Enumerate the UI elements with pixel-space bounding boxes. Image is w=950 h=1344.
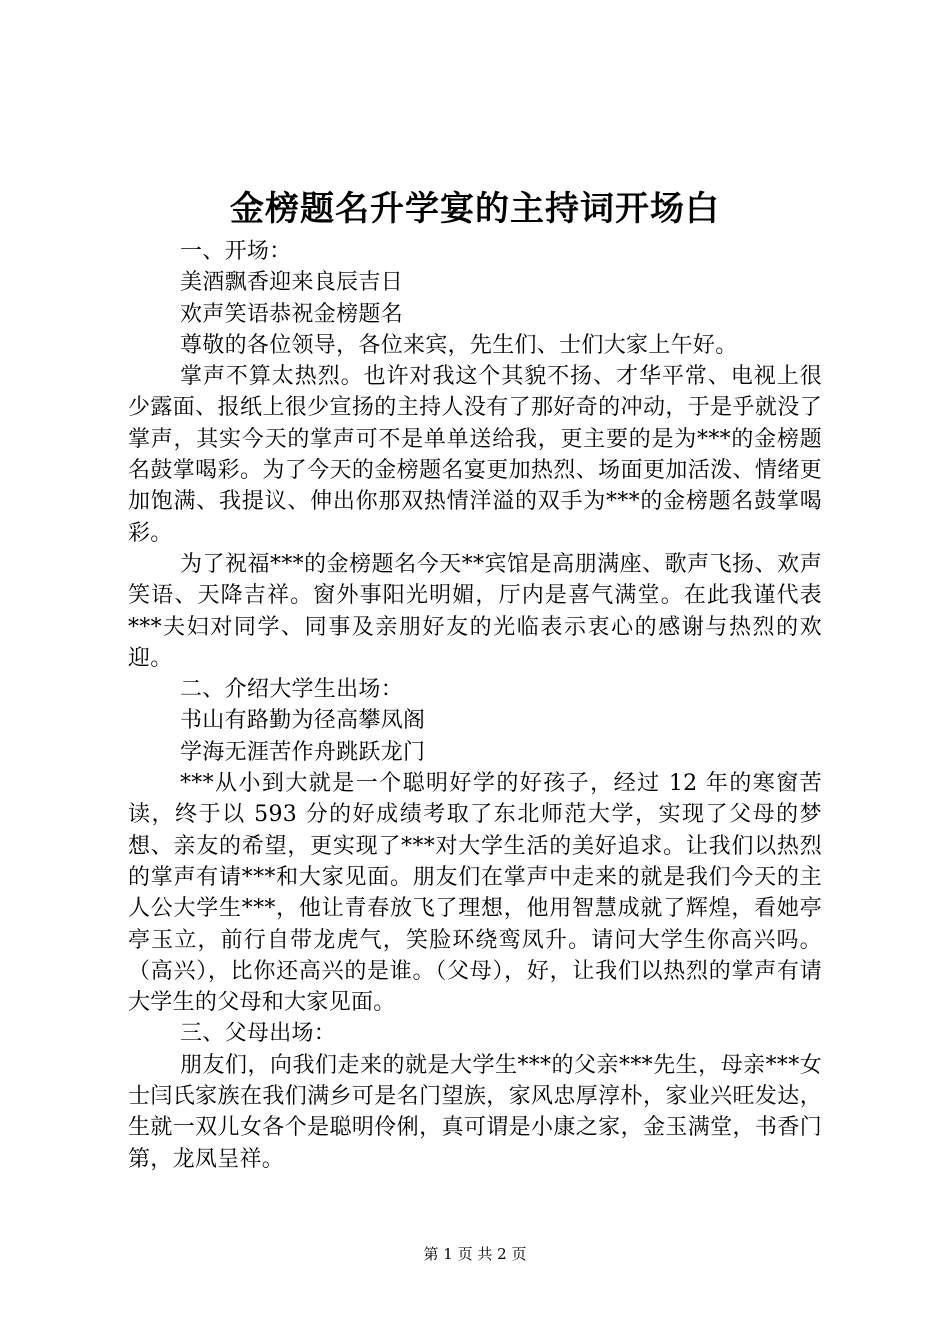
paragraph-section-3-heading: 三、父母出场： — [180, 1021, 337, 1047]
document-title: 金榜题名升学宴的主持词开场白 — [230, 189, 720, 229]
page-footer: 第 1 页 共 2 页 — [423, 1245, 527, 1263]
paragraph-couplet-1a: 美酒飘香迎来良辰吉日 — [180, 270, 404, 296]
paragraph-couplet-2b: 学海无涯苦作舟跳跃龙门 — [180, 739, 426, 765]
paragraph-couplet-2a: 书山有路勤为径高攀凤阁 — [180, 708, 426, 734]
paragraph-couplet-1b: 欢声笑语恭祝金榜题名 — [180, 301, 404, 327]
paragraph-applause: 掌声不算太热烈。也许对我这个其貌不扬、才华平常、电视上很少露面、报纸上很少宣扬的主持人没有了那好奇的冲动，于是乎就没了掌声，其实今天的掌声可不是单单送给我，更主要的是为***的金榜题名鼓掌喝彩。为了今天的金榜题名宴更加热烈、场面更加活泼、情绪更加饱满、我提议、伸出你那双热情洋溢的双手为***的金榜题名鼓掌喝彩。 — [128, 364, 822, 546]
paragraph-section-2-heading: 二、介绍大学生出场： — [180, 677, 404, 703]
document-body — [128, 236, 822, 1175]
paragraph-student-intro: ***从小到大就是一个聪明好学的好孩子，经过 12 年的寒窗苦读，终于以 593 分的好成绩考取了东北师范大学，实现了父母的梦想、亲友的希望，更实现了***对大学生活的美好追求。让我们以热烈的掌声有请***和大家见面。朋友们在掌声中走来的就是我们今天的主人公大学生***，他让青春放飞了理想，他用智慧成就了辉煌，看她亭亭玉立，前行自带龙虎气，笑脸环绕鸾凤升。请问大学生你高兴吗。（高兴），比你还高兴的是谁。（父母），好，让我们以热烈的掌声有请大学生的父母和大家见面。 — [128, 771, 822, 1016]
paragraph-parents-intro: 朋友们，向我们走来的就是大学生***的父亲***先生，母亲***女士闫氏家族在我们满乡可是名门望族，家风忠厚淳朴，家业兴旺发达，生就一双儿女各个是聪明伶俐，真可谓是小康之家，金玉满堂，书香门第，龙凤呈祥。 — [128, 1052, 822, 1172]
paragraph-section-1-heading: 一、开场： — [180, 239, 292, 264]
paragraph-greeting: 尊敬的各位领导，各位来宾，先生们、士们大家上午好。 — [180, 332, 738, 358]
paragraph-blessing: 为了祝福***的金榜题名今天**宾馆是高朋满座、歌声飞扬、欢声笑语、天降吉祥。窗外事阳光明媚，厅内是喜气满堂。在此我谨代表***夫妇对同学、同事及亲朋好友的光临表示衷心的感谢与热烈的欢迎。 — [128, 551, 822, 671]
